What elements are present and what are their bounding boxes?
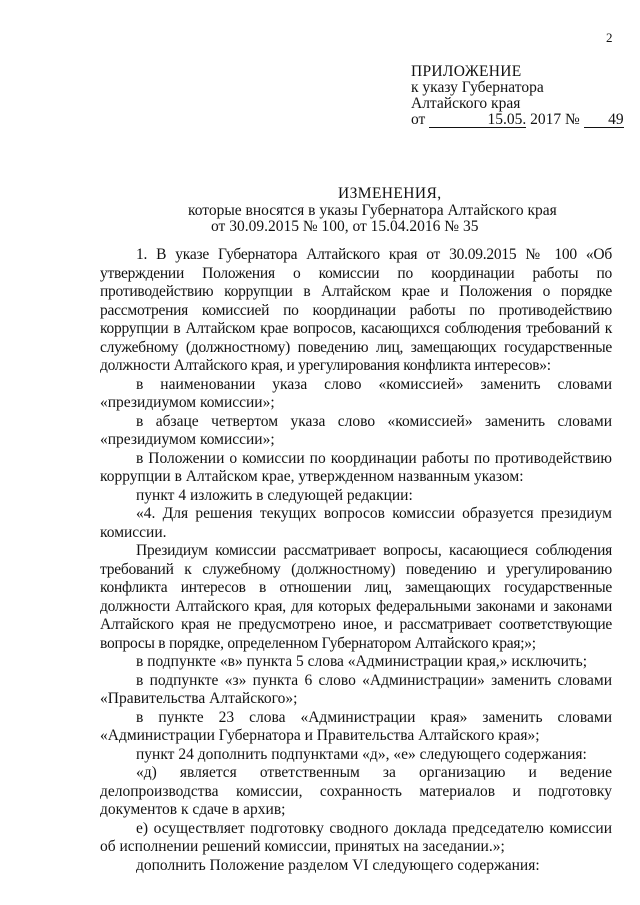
appendix-year-label: 2017 № [530,111,580,128]
paragraph: в абзаце четвертом указа слово «комиссией» заменить словами «президиумом комиссии»; [100,412,612,448]
paragraph: Президиум комиссии рассматривает вопросы, касающиеся соблюдения требований к служебному (должностному) поведению и урегулированию конфликта интересов в отношении лиц, замещающих государственные должности Алтайского края, для которых федеральными законами и законами Алтайского края не предусмотрено иное, и рассматривает соответствующие вопросы в порядке, определенном Губернатором Алтайского края;»; [100,542,612,652]
heading-subtitle-2: от 30.09.2015 № 100, от 15.04.2016 № 35 [211,218,479,235]
paragraph: в наименовании указа слово «комиссией» заменить словами «президиумом комиссии»; [100,375,612,411]
paragraph: в пункте 23 слова «Администрации края» заменить словами «Администрации Губернатора и Правительства Алтайского края»; [100,708,612,744]
appendix-line-decree: к указу Губернатора [411,79,544,96]
paragraph: в Положении о комиссии по координации работы по противодействию коррупции в Алтайском крае, утвержденном названным указом: [100,449,612,485]
appendix-date: 15.05. [429,113,526,128]
paragraph: пункт 24 дополнить подпунктами «д», «е» следующего содержания: [136,745,587,763]
document-body [100,246,612,875]
page-number: 2 [606,30,613,45]
paragraph: в подпункте «в» пункта 5 слова «Администрации края,» исключить; [136,653,588,670]
appendix-date-line [411,112,624,128]
paragraph: в подпункте «з» пункта 6 слово «Администрации» заменить словами «Правительства Алтайского»; [100,671,612,707]
appendix-title: ПРИЛОЖЕНИЕ [411,63,522,80]
appendix-from-label: от [411,111,426,128]
paragraph: пункт 4 изложить в следующей редакции: [136,486,413,504]
appendix-number: 49 [584,113,624,128]
paragraph: е) осуществляет подготовку сводного доклада председателю комиссии об исполнении решений комиссии, принятых на заседании.»; [100,819,612,855]
paragraph: «д) является ответственным за организацию и ведение делопроизводства комиссии, сохранность материалов и подготовку документов к сдаче в архив; [100,764,612,818]
appendix-block [411,64,624,128]
paragraph: дополнить Положение разделом VI следующего содержания: [136,856,540,874]
heading-title: ИЗМЕНЕНИЯ, [338,185,442,202]
heading-subtitle-1: которые вносятся в указы Губернатора Алтайского края [188,202,557,219]
paragraph: «4. Для решения текущих вопросов комиссии образуется президиум комиссии. [100,505,612,541]
appendix-line-region: Алтайского края [411,95,521,112]
paragraph: 1. В указе Губернатора Алтайского края от 30.09.2015 № 100 «Об утверждении Положения о комиссии по координации работы по противодействию коррупции в Алтайском крае и Положения о порядке рассмотрения комиссией по координации работы по противодействию коррупции в Алтайском крае вопросов, касающихся соблюдения требований к служебному (должностному) поведению лиц, замещающих государственные должности Алтайского края, и урегулирования конфликта интересов»: [100,246,612,374]
